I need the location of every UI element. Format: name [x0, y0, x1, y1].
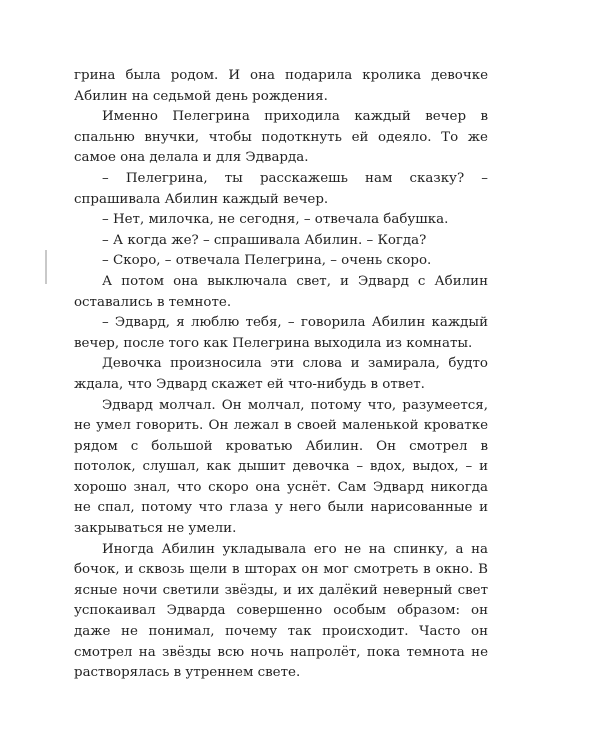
paragraph-5: – А когда же? – спрашивала Абилин. – Когда?	[102, 232, 427, 248]
paragraph-11: Иногда Абилин укладывала его не на спинку, а на бочок, и сквозь щели в шторах он мог смотреть в окно. В ясные ночи светили звёзды, и их далёкий неверный свет успокаивал Эдварда совершенно особым образом: он даже не понимал, почему так происходит. Часто он смотрел на звёзды всю ночь напролёт, пока темнота не растворялась в утреннем свете.	[74, 541, 488, 681]
page-text	[74, 66, 488, 684]
paragraph-7: А потом она выключала свет, и Эдвард с Абилин оставались в темноте.	[74, 273, 488, 310]
margin-mark	[45, 250, 47, 284]
paragraph-8: – Эдвард, я люблю тебя, – говорила Абилин каждый вечер, после того как Пелегрина выходила из комнаты.	[74, 315, 488, 351]
paragraph-2: Именно Пелегрина приходила каждый вечер в спальню внучки, чтобы подоткнуть ей одеяло. То же самое она делала и для Эдварда.	[74, 109, 488, 166]
paragraph-10: Эдвард молчал. Он молчал, потому что, разумеется, не умел говорить. Он лежал в своей маленькой кроватке рядом с большой кроватью Абилин. Он смотрел в потолок, слушал, как дышит девочка – вдох, выдох, – и хорошо знал, что скоро она уснёт. Сам Эдвард никогда не спал, потому что глаза у него были нарисованные и закрываться не умели.	[74, 397, 488, 537]
paragraph-1: грина была родом. И она подарила кролика девочке Абилин на седьмой день рождения.	[74, 68, 488, 104]
paragraph-3: – Пелегрина, ты расскажешь нам сказку? – спрашивала Абилин каждый вечер.	[74, 170, 488, 207]
paragraph-6: – Скоро, – отвечала Пелегрина, – очень скоро.	[102, 253, 432, 269]
paragraph-4: – Нет, милочка, не сегодня, – отвечала бабушка.	[102, 212, 449, 228]
paragraph-9: Девочка произносила эти слова и замирала, будто ждала, что Эдвард скажет ей что-нибудь в ответ.	[74, 356, 488, 392]
